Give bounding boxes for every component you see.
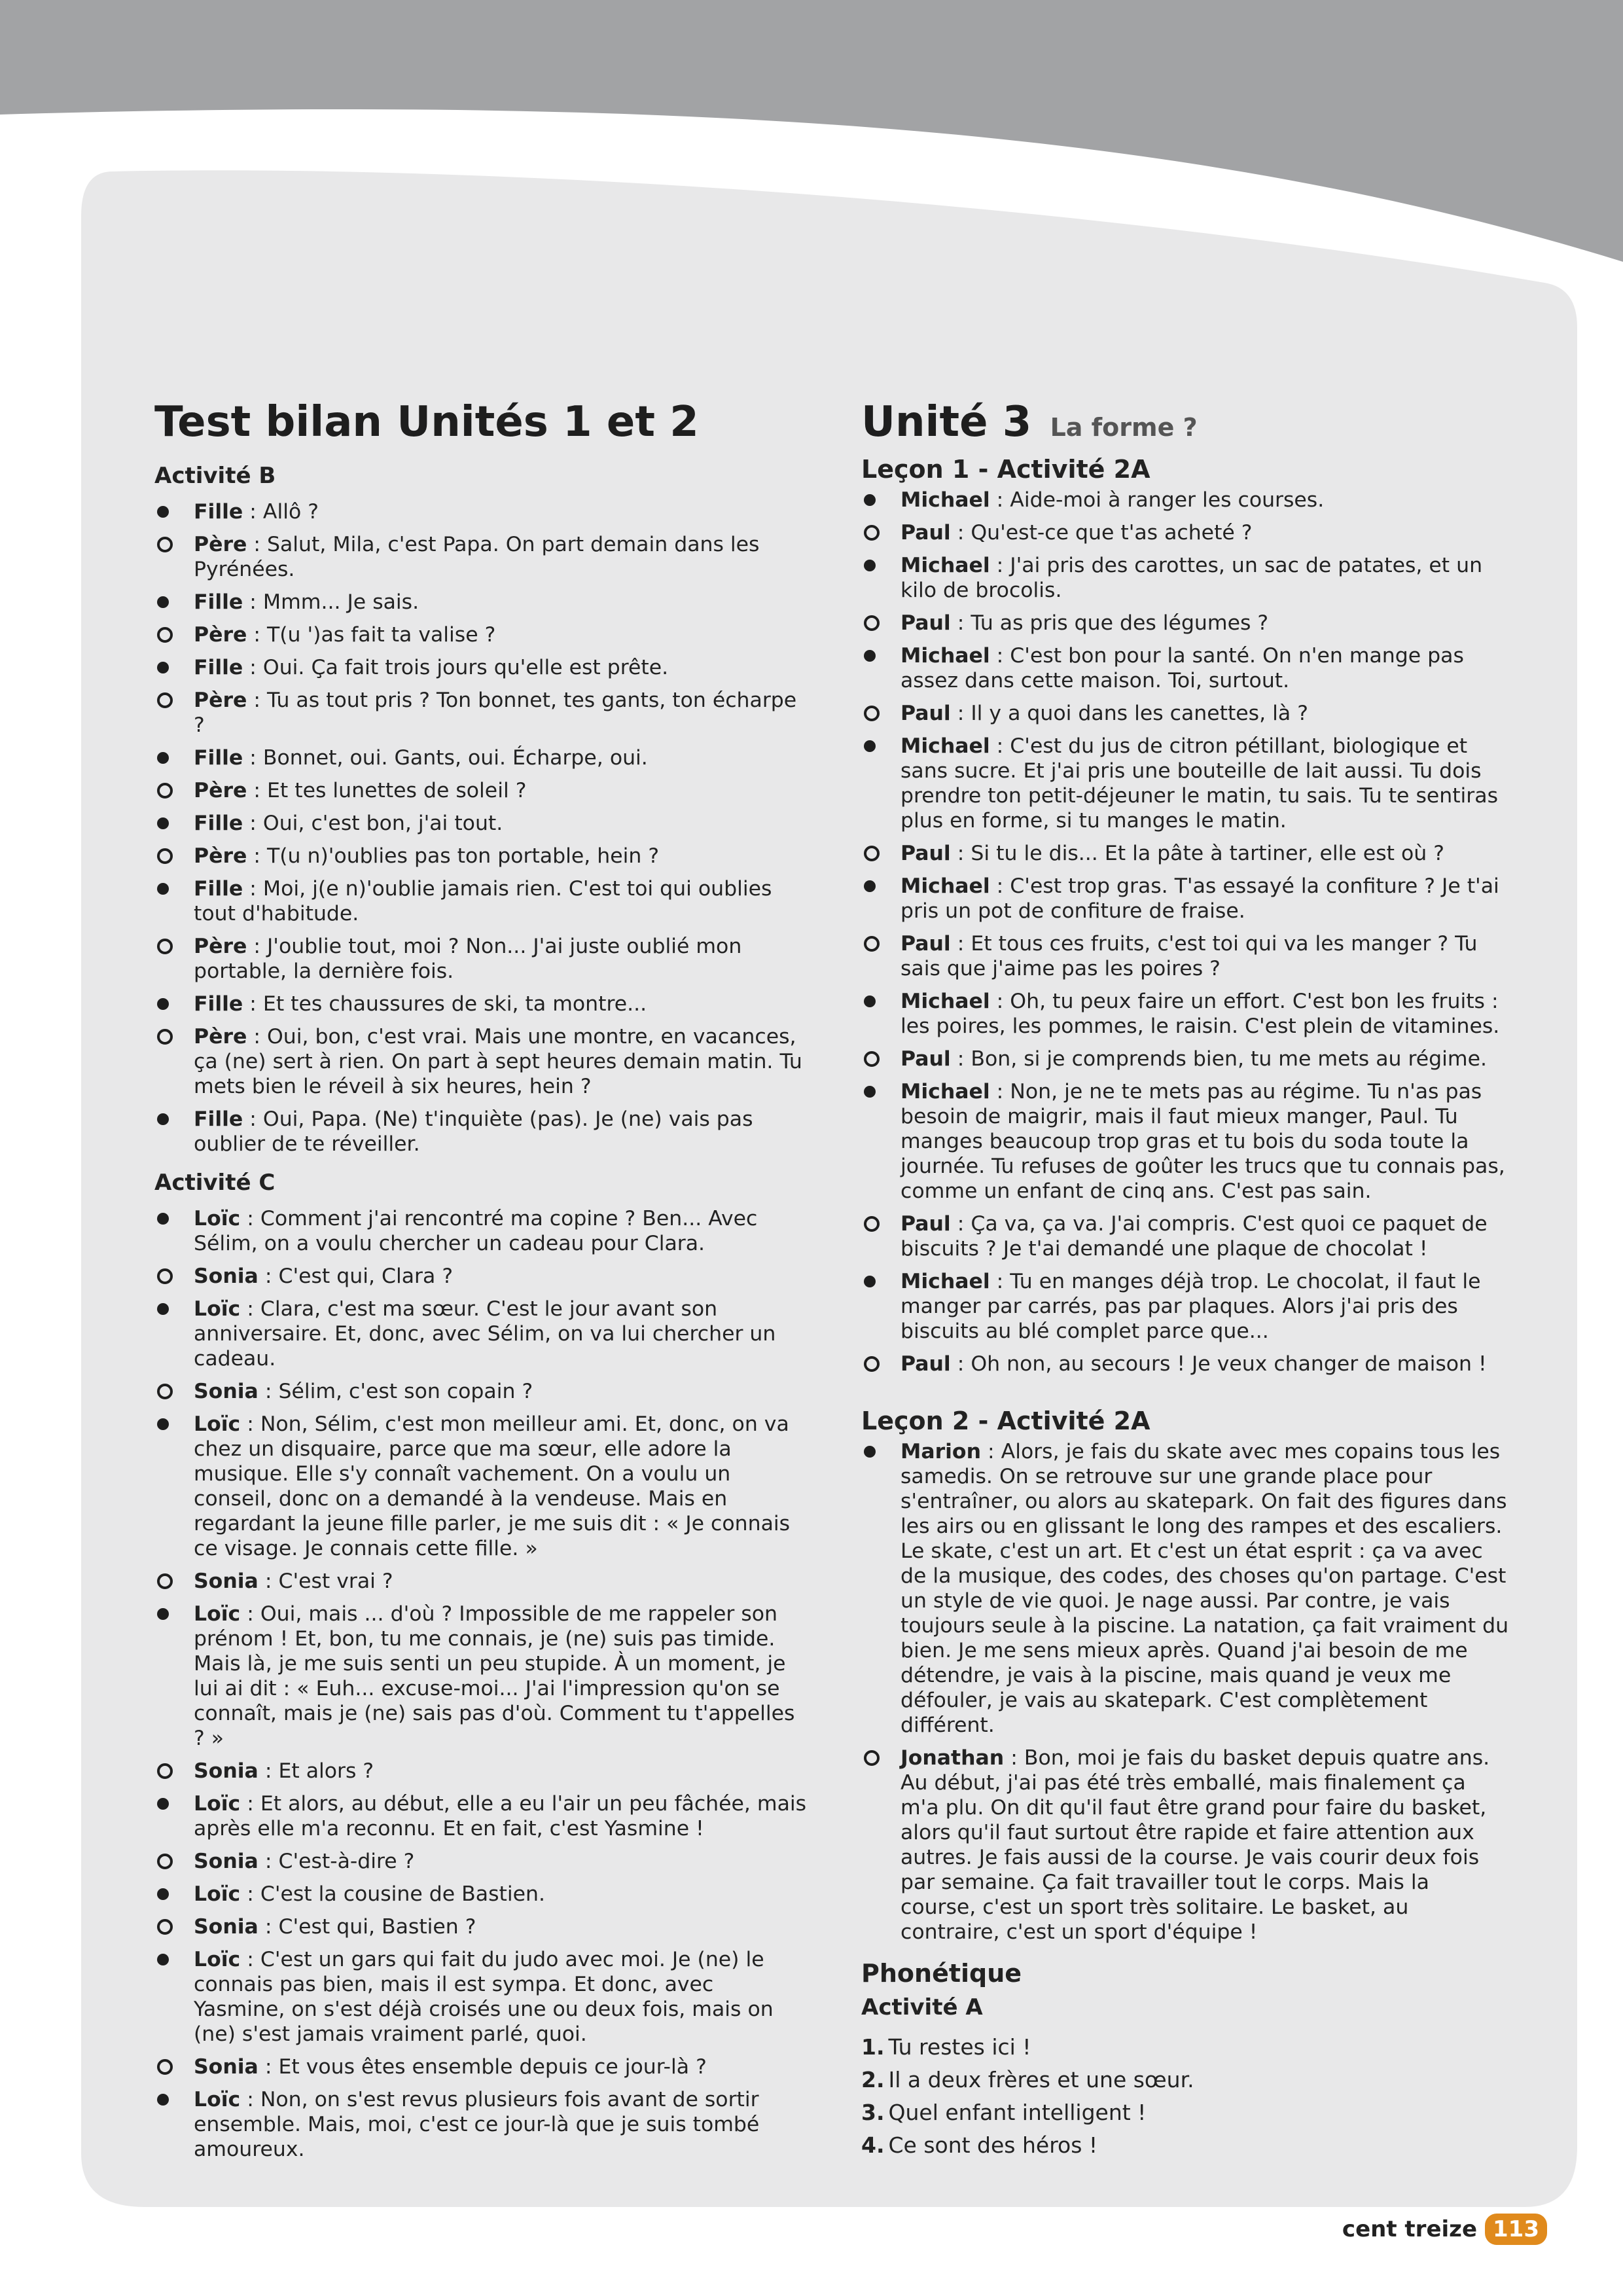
- speaker-name: Père: [194, 1025, 247, 1049]
- speaker-name: Paul: [901, 702, 951, 725]
- speaker-name: Fille: [194, 1107, 243, 1131]
- speaker-name: Fille: [194, 590, 243, 614]
- line-text: : Bon, moi je fais du basket depuis quatre ans. Au début, j'ai pas été très emballé, mais finalement ça m'a plu. On dit qu'il faut être grand pour faire du basket, alors qu'il faut surtout être rapide et faire attention aux autres. Je fais aussi de la course. Je vais courir deux fois par semaine. Ça fait travailler tout le corps. Mais la course, c'est un sport très solitaire. Le basket, au contraire, c'est un sport d'équipe !: [901, 1746, 1490, 1944]
- line-text: : Oh non, au secours ! Je veux changer de maison !: [950, 1352, 1487, 1376]
- dialogue-line: [861, 1047, 1509, 1071]
- speaker-name: Paul: [901, 1212, 951, 1236]
- dialogue-line: [154, 590, 809, 615]
- filled-circle-bullet-icon: [864, 1276, 876, 1287]
- dialogue-line: [861, 931, 1509, 981]
- open-circle-bullet-icon: [157, 537, 173, 552]
- dialogue-line: [154, 1914, 809, 1939]
- line-text: : J'oublie tout, moi ? Non... J'ai juste oublié mon portable, la dernière fois.: [194, 935, 742, 983]
- speaker-name: Sonia: [194, 1380, 259, 1403]
- dialogue-line: [154, 1569, 809, 1594]
- speaker-name: Loïc: [194, 1882, 241, 1906]
- item-text: Il a deux frères et une sœur.: [888, 2067, 1194, 2092]
- left-column: [154, 396, 809, 2170]
- dialogue-line: [861, 734, 1509, 833]
- speaker-name: Paul: [901, 932, 951, 956]
- speaker-name: Fille: [194, 656, 243, 679]
- dialogue-line: [861, 874, 1509, 924]
- dialogue-line: [861, 1746, 1509, 1945]
- filled-circle-bullet-icon: [864, 880, 876, 892]
- speaker-name: Sonia: [194, 1850, 259, 1873]
- dialogue-line: [154, 1107, 809, 1157]
- filled-circle-bullet-icon: [157, 1418, 169, 1430]
- dialogue-line: [154, 1882, 809, 1907]
- line-text: : C'est-à-dire ?: [258, 1850, 415, 1873]
- dialogue-line: [861, 1439, 1509, 1738]
- lesson-1-dialogue: [861, 488, 1509, 1376]
- line-text: : Et tous ces fruits, c'est toi qui va les manger ? Tu sais que j'aime pas les poires ?: [901, 932, 1478, 980]
- line-text: : Non, je ne te mets pas au régime. Tu n'as pas besoin de maigrir, mais il faut mieux manger, Paul. Tu manges beaucoup trop gras et tu bois du soda toute la journée. Tu refuses de goûter les trucs que tu connais pas, comme un enfant de cinq ans. C'est pas sain.: [901, 1080, 1505, 1203]
- dialogue-line: [861, 989, 1509, 1039]
- line-text: : Ça va, ça va. J'ai compris. C'est quoi ce paquet de biscuits ? Je t'ai demandé une plaque de chocolat !: [901, 1212, 1488, 1261]
- lesson-2-heading: Leçon 2 - Activité 2A: [861, 1407, 1150, 1435]
- speaker-name: Fille: [194, 746, 243, 770]
- speaker-name: Loïc: [194, 2088, 241, 2111]
- item-text: Quel enfant intelligent !: [888, 2100, 1147, 2125]
- line-text: : Oui, bon, c'est vrai. Mais une montre, en vacances, ça (ne) sert à rien. On part à sept heures demain matin. Tu mets bien le réveil à six heures, hein ?: [194, 1025, 802, 1098]
- item-number: 4.: [861, 2132, 885, 2158]
- filled-circle-bullet-icon: [864, 1086, 876, 1098]
- page-footer: [1342, 2210, 1547, 2249]
- dialogue-line: [861, 1352, 1509, 1376]
- line-text: : Non, on s'est revus plusieurs fois avant de sortir ensemble. Mais, moi, c'est ce jour-là que je suis tombé amoureux.: [194, 2088, 760, 2161]
- phonetique-item: [861, 2066, 1509, 2094]
- open-circle-bullet-icon: [157, 1573, 173, 1589]
- speaker-name: Père: [194, 779, 247, 802]
- speaker-name: Père: [194, 689, 247, 712]
- dialogue-line: [154, 1849, 809, 1874]
- filled-circle-bullet-icon: [864, 740, 876, 752]
- dialogue-line: [861, 611, 1509, 636]
- phonetique-activity-heading: Activité A: [861, 1994, 983, 2020]
- line-text: : Et vous êtes ensemble depuis ce jour-là ?: [258, 2055, 707, 2079]
- page-number-words: cent treize: [1342, 2216, 1478, 2242]
- dialogue-line: [154, 622, 809, 647]
- speaker-name: Loïc: [194, 1207, 241, 1230]
- filled-circle-bullet-icon: [157, 1954, 169, 1965]
- activity-c-heading: Activité C: [154, 1170, 276, 1196]
- filled-circle-bullet-icon: [157, 662, 169, 673]
- open-circle-bullet-icon: [157, 848, 173, 864]
- speaker-name: Michael: [901, 734, 990, 758]
- dialogue-line: [154, 2087, 809, 2162]
- speaker-name: Loïc: [194, 1792, 241, 1816]
- line-text: : Bon, si je comprends bien, tu me mets au régime.: [950, 1047, 1487, 1071]
- line-text: : Oui, c'est bon, j'ai tout.: [243, 812, 503, 835]
- activity-b-dialogue: [154, 499, 809, 1157]
- filled-circle-bullet-icon: [157, 1303, 169, 1315]
- speaker-name: Père: [194, 533, 247, 556]
- speaker-name: Michael: [901, 990, 990, 1013]
- line-text: : T(u n)'oublies pas ton portable, hein ?: [247, 844, 660, 868]
- item-number: 1.: [861, 2034, 885, 2060]
- speaker-name: Paul: [901, 611, 951, 635]
- open-circle-bullet-icon: [157, 1384, 173, 1399]
- dialogue-line: [154, 992, 809, 1016]
- line-text: : C'est la cousine de Bastien.: [240, 1882, 545, 1906]
- dialogue-line: [861, 1269, 1509, 1344]
- open-circle-bullet-icon: [157, 1763, 173, 1779]
- dialogue-line: [861, 1079, 1509, 1204]
- speaker-name: Sonia: [194, 1915, 259, 1939]
- dialogue-line: [154, 1602, 809, 1751]
- line-text: : C'est bon pour la santé. On n'en mange pas assez dans cette maison. Toi, surtout.: [901, 644, 1464, 692]
- dialogue-line: [861, 643, 1509, 693]
- filled-circle-bullet-icon: [864, 494, 876, 506]
- line-text: : Moi, j(e n)'oublie jamais rien. C'est toi qui oublies tout d'habitude.: [194, 877, 772, 925]
- unit-subtitle: La forme ?: [1050, 413, 1198, 442]
- open-circle-bullet-icon: [864, 1750, 880, 1766]
- open-circle-bullet-icon: [864, 706, 880, 721]
- speaker-name: Fille: [194, 500, 243, 524]
- item-text: Tu restes ici !: [888, 2034, 1031, 2060]
- page-title-left: Test bilan Unités 1 et 2: [154, 398, 699, 446]
- phonetique-item: [861, 2132, 1509, 2159]
- line-text: : Clara, c'est ma sœur. C'est le jour avant son anniversaire. Et, donc, avec Sélim, on va lui chercher un cadeau.: [194, 1297, 776, 1371]
- line-text: : Sélim, c'est son copain ?: [258, 1380, 533, 1403]
- dialogue-line: [154, 778, 809, 803]
- dialogue-line: [154, 1264, 809, 1289]
- open-circle-bullet-icon: [157, 1854, 173, 1869]
- dialogue-line: [154, 499, 809, 524]
- filled-circle-bullet-icon: [864, 650, 876, 662]
- speaker-name: Michael: [901, 1080, 990, 1103]
- dialogue-line: [861, 488, 1509, 512]
- open-circle-bullet-icon: [157, 627, 173, 643]
- page-number-badge: 113: [1485, 2214, 1547, 2245]
- line-text: : C'est un gars qui fait du judo avec moi. Je (ne) le connais pas bien, mais il est sympa. Et donc, avec Yasmine, on s'est déjà croisés une ou deux fois, mais on (ne) s'est jamais vraiment parlé, quoi.: [194, 1948, 774, 2046]
- line-text: : Tu en manges déjà trop. Le chocolat, il faut le manger par carrés, pas par plaques. Alors j'ai pris des biscuits au blé complet parce que...: [901, 1270, 1481, 1343]
- filled-circle-bullet-icon: [157, 1213, 169, 1225]
- open-circle-bullet-icon: [864, 846, 880, 861]
- speaker-name: Sonia: [194, 1265, 259, 1288]
- line-text: : Il y a quoi dans les canettes, là ?: [950, 702, 1308, 725]
- line-text: : Si tu le dis... Et la pâte à tartiner, elle est où ?: [950, 842, 1444, 865]
- filled-circle-bullet-icon: [157, 998, 169, 1010]
- speaker-name: Paul: [901, 842, 951, 865]
- dialogue-line: [154, 745, 809, 770]
- line-text: : Et alors, au début, elle a eu l'air un peu fâchée, mais après elle m'a reconnu. Et en fait, c'est Yasmine !: [194, 1792, 807, 1840]
- speaker-name: Loïc: [194, 1412, 241, 1436]
- line-text: : Et tes lunettes de soleil ?: [247, 779, 527, 802]
- dialogue-line: [154, 532, 809, 582]
- open-circle-bullet-icon: [864, 615, 880, 631]
- speaker-name: Paul: [901, 521, 951, 545]
- filled-circle-bullet-icon: [157, 1113, 169, 1125]
- dialogue-line: [154, 1791, 809, 1841]
- speaker-name: Sonia: [194, 1570, 259, 1593]
- speaker-name: Michael: [901, 874, 990, 898]
- dialogue-line: [861, 553, 1509, 603]
- phonetique-item: [861, 2099, 1509, 2126]
- dialogue-line: [154, 1947, 809, 2047]
- right-column: [861, 396, 1509, 2164]
- dialogue-line: [154, 1206, 809, 1256]
- line-text: : C'est trop gras. T'as essayé la confiture ? Je t'ai pris un pot de confiture de fraise.: [901, 874, 1499, 923]
- unit-title-main: Unité 3: [861, 398, 1032, 446]
- filled-circle-bullet-icon: [157, 1798, 169, 1810]
- line-text: : C'est qui, Clara ?: [258, 1265, 454, 1288]
- activity-b-heading: Activité B: [154, 463, 276, 489]
- speaker-name: Loïc: [194, 1297, 241, 1321]
- speaker-name: Père: [194, 844, 247, 868]
- line-text: : Aide-moi à ranger les courses.: [990, 488, 1325, 512]
- dialogue-line: [154, 844, 809, 869]
- dialogue-line: [861, 841, 1509, 866]
- line-text: : C'est vrai ?: [258, 1570, 393, 1593]
- filled-circle-bullet-icon: [157, 1608, 169, 1620]
- speaker-name: Fille: [194, 992, 243, 1016]
- speaker-name: Michael: [901, 488, 990, 512]
- line-text: : Comment j'ai rencontré ma copine ? Ben... Avec Sélim, on a voulu chercher un cadeau pour Clara.: [194, 1207, 758, 1255]
- line-text: : Et alors ?: [258, 1759, 374, 1783]
- filled-circle-bullet-icon: [157, 506, 169, 518]
- speaker-name: Michael: [901, 644, 990, 668]
- item-text: Ce sont des héros !: [888, 2132, 1098, 2158]
- open-circle-bullet-icon: [157, 1919, 173, 1935]
- filled-circle-bullet-icon: [157, 883, 169, 895]
- line-text: : Alors, je fais du skate avec mes copains tous les samedis. On se retrouve sur une grande place pour s'entraîner, ou alors au skatepark. On fait des figures dans les airs ou en glissant le long des rampes et des escaliers. Le skate, c'est un art. Et c'est un état esprit : ça va avec de la musique, des codes, des choses qu'on partage. C'est un style de vie quoi. Je nage aussi. Par contre, je vais toujours seule à la piscine. La natation, ça fait vraiment du bien. Je me sens mieux après. Quand j'ai besoin de me détendre, je vais à la piscine, mais quand je veux me défouler, je vais au skatepark. C'est complètement différent.: [901, 1440, 1509, 1737]
- filled-circle-bullet-icon: [157, 817, 169, 829]
- phonetique-heading: Phonétique: [861, 1959, 1022, 1988]
- open-circle-bullet-icon: [157, 1029, 173, 1045]
- line-text: : J'ai pris des carottes, un sac de patates, et un kilo de brocolis.: [901, 554, 1483, 602]
- speaker-name: Jonathan: [901, 1746, 1005, 1770]
- speaker-name: Père: [194, 935, 247, 958]
- dialogue-line: [154, 655, 809, 680]
- line-text: : Bonnet, oui. Gants, oui. Écharpe, oui.: [243, 746, 648, 770]
- open-circle-bullet-icon: [864, 525, 880, 541]
- speaker-name: Michael: [901, 554, 990, 577]
- open-circle-bullet-icon: [157, 783, 173, 798]
- dialogue-line: [154, 1759, 809, 1784]
- line-text: : Tu as pris que des légumes ?: [950, 611, 1269, 635]
- open-circle-bullet-icon: [157, 1268, 173, 1284]
- speaker-name: Loïc: [194, 1948, 241, 1971]
- open-circle-bullet-icon: [864, 1216, 880, 1232]
- line-text: : Qu'est-ce que t'as acheté ?: [950, 521, 1253, 545]
- line-text: : C'est qui, Bastien ?: [258, 1915, 476, 1939]
- filled-circle-bullet-icon: [157, 752, 169, 764]
- dialogue-line: [154, 1297, 809, 1371]
- speaker-name: Paul: [901, 1047, 951, 1071]
- dialogue-line: [154, 1412, 809, 1561]
- filled-circle-bullet-icon: [864, 1446, 876, 1458]
- open-circle-bullet-icon: [157, 692, 173, 708]
- phonetique-list: [861, 2034, 1509, 2159]
- dialogue-line: [154, 876, 809, 926]
- dialogue-line: [861, 701, 1509, 726]
- phonetique-item: [861, 2034, 1509, 2061]
- filled-circle-bullet-icon: [864, 996, 876, 1007]
- line-text: : Oui. Ça fait trois jours qu'elle est prête.: [243, 656, 669, 679]
- speaker-name: Fille: [194, 877, 243, 901]
- line-text: : C'est du jus de citron pétillant, biologique et sans sucre. Et j'ai pris une bouteille de lait aussi. Tu dois prendre ton petit-déjeuner le matin, tu sais. Tu te sentiras plus en forme, si tu manges le matin.: [901, 734, 1498, 833]
- line-text: : Tu as tout pris ? Ton bonnet, tes gants, ton écharpe ?: [194, 689, 797, 737]
- open-circle-bullet-icon: [864, 1051, 880, 1067]
- speaker-name: Loïc: [194, 1602, 241, 1626]
- dialogue-line: [154, 688, 809, 738]
- filled-circle-bullet-icon: [157, 2094, 169, 2106]
- filled-circle-bullet-icon: [864, 560, 876, 571]
- line-text: : Non, Sélim, c'est mon meilleur ami. Et, donc, on va chez un disquaire, parce que ma sœur, elle adore la musique. Elle s'y connaît vachement. On a voulu un conseil, donc on a demandé à la vendeuse. Mais en regardant la jeune fille parler, je me suis dit : « Je connais ce visage. Je connais cette fille. »: [194, 1412, 791, 1560]
- line-text: : Allô ?: [243, 500, 319, 524]
- item-number: 3.: [861, 2100, 885, 2125]
- line-text: : Et tes chaussures de ski, ta montre...: [243, 992, 647, 1016]
- line-text: : Mmm... Je sais.: [243, 590, 419, 614]
- lesson-1-heading: Leçon 1 - Activité 2A: [861, 455, 1150, 484]
- dialogue-line: [154, 934, 809, 984]
- activity-c-dialogue: [154, 1206, 809, 2162]
- speaker-name: Sonia: [194, 1759, 259, 1783]
- line-text: : Oui, mais ... d'où ? Impossible de me rappeler son prénom ! Et, bon, tu me connais, je (ne) suis pas timide. Mais là, je me suis senti un peu stupide. À un moment, je lui ai dit : « Euh... excuse-moi... J'ai l'impression qu'on se connaît, mais je (ne) sais pas d'où. Comment tu t'appelles ? »: [194, 1602, 795, 1750]
- filled-circle-bullet-icon: [157, 596, 169, 608]
- speaker-name: Sonia: [194, 2055, 259, 2079]
- dialogue-line: [154, 811, 809, 836]
- item-number: 2.: [861, 2067, 885, 2092]
- speaker-name: Père: [194, 623, 247, 647]
- line-text: : Salut, Mila, c'est Papa. On part demain dans les Pyrénées.: [194, 533, 760, 581]
- dialogue-line: [154, 1379, 809, 1404]
- speaker-name: Michael: [901, 1270, 990, 1293]
- open-circle-bullet-icon: [864, 936, 880, 952]
- unit-title: [861, 396, 1509, 454]
- open-circle-bullet-icon: [157, 939, 173, 954]
- dialogue-line: [861, 520, 1509, 545]
- speaker-name: Paul: [901, 1352, 951, 1376]
- speaker-name: Marion: [901, 1440, 982, 1463]
- line-text: : T(u ')as fait ta valise ?: [247, 623, 496, 647]
- lesson-2-dialogue: [861, 1439, 1509, 1945]
- open-circle-bullet-icon: [864, 1356, 880, 1372]
- line-text: : Oui, Papa. (Ne) t'inquiète (pas). Je (ne) vais pas oublier de te réveiller.: [194, 1107, 753, 1156]
- open-circle-bullet-icon: [157, 2059, 173, 2075]
- speaker-name: Fille: [194, 812, 243, 835]
- dialogue-line: [154, 1024, 809, 1099]
- dialogue-line: [154, 2054, 809, 2079]
- filled-circle-bullet-icon: [157, 1888, 169, 1900]
- dialogue-line: [861, 1211, 1509, 1261]
- line-text: : Oh, tu peux faire un effort. C'est bon les fruits : les poires, les pommes, le raisin. C'est plein de vitamines.: [901, 990, 1500, 1038]
